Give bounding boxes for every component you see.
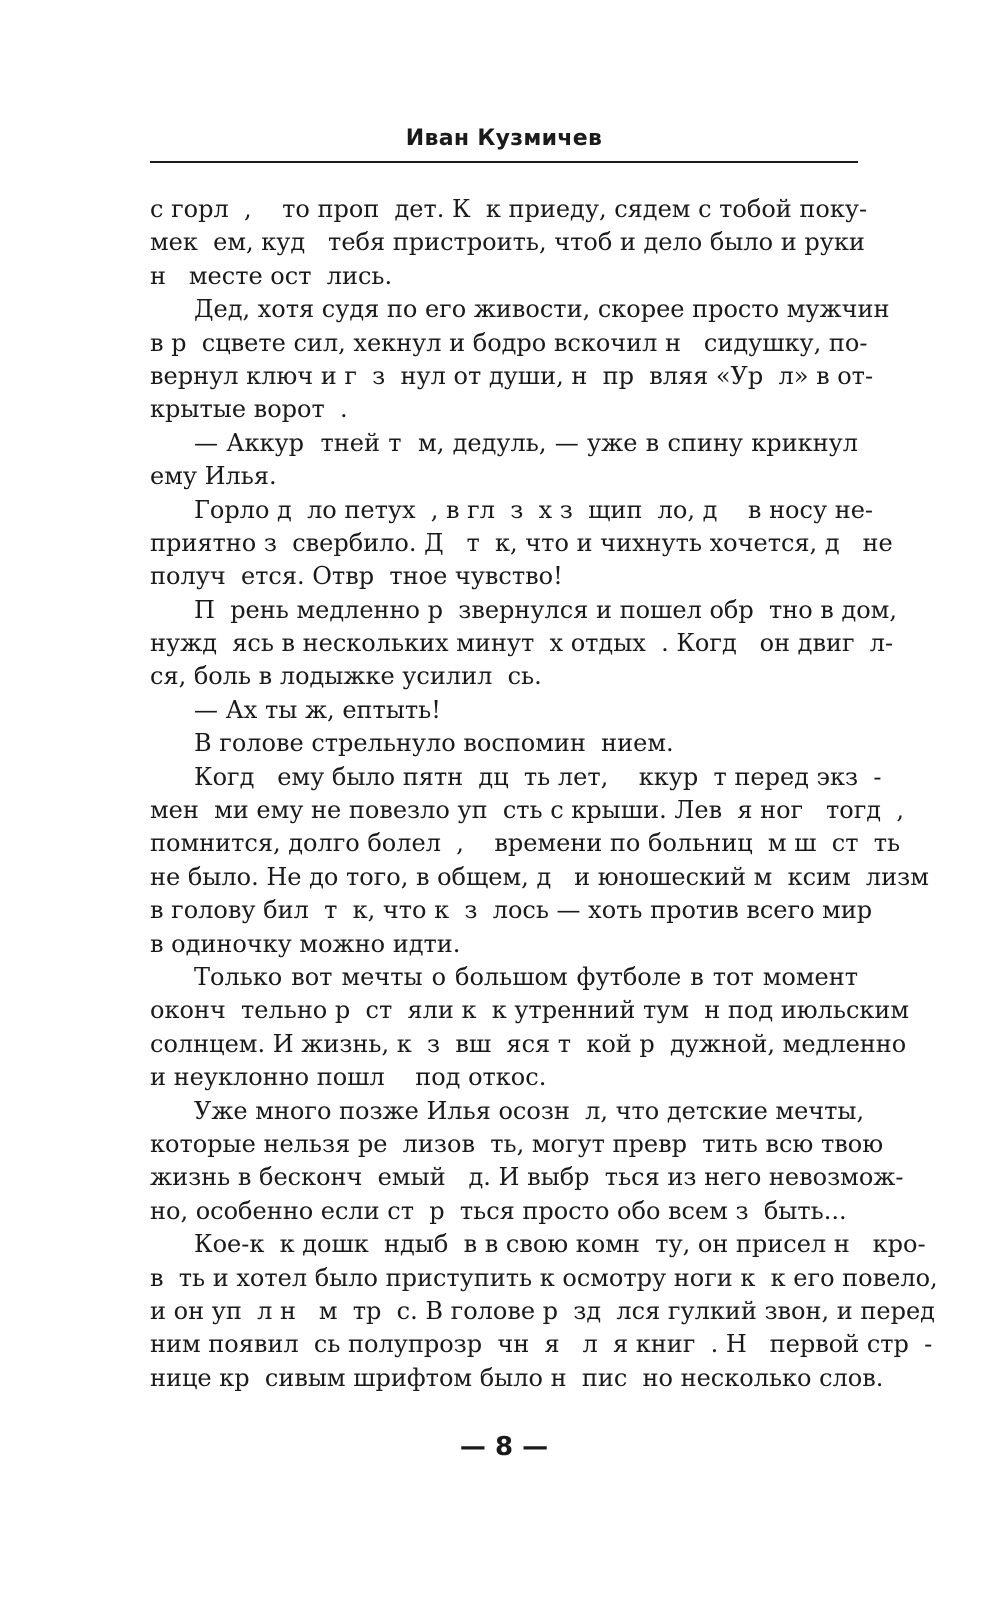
text-line: в ть и хотел было приступить к осмотру ноги к к его повело, [150, 1263, 938, 1292]
text-line: — Аккур тней т м, дедуль, — уже в спину крикнул [194, 428, 858, 457]
text-line: Уже много позже Илья осозн л, что детские мечты, [194, 1096, 865, 1125]
page-number: — 8 — [459, 1432, 549, 1462]
text-line: ся, боль в лодыжке усилил сь. [150, 662, 542, 691]
text-line: и он уп л н м тр с. В голове р зд лся гулкий звон, и перед [150, 1296, 935, 1325]
text-line: вернул ключ и г з нул от души, н пр вляя «Ур л» в от- [150, 361, 874, 390]
text-line: солнцем. И жизнь, к з вш яся т кой р дужной, медленно [150, 1029, 907, 1058]
text-line: помнится, долго болел , времени по больниц м ш ст ть [150, 829, 901, 858]
text-line: Дед, хотя судя по его живости, скорее просто мужчин [194, 295, 890, 324]
text-line: — Ах ты ж, ептыть! [194, 695, 441, 724]
running-header-author: Иван Кузмичев [405, 126, 603, 151]
header-rule [150, 161, 858, 163]
text-line: оконч тельно р ст яли к к утренний тум н под июльским [150, 996, 910, 1025]
text-line: нице кр сивым шрифтом было н пис но несколько слов. [150, 1363, 884, 1392]
text-line: Только вот мечты о большом футболе в тот момент [194, 962, 858, 991]
text-line: с горл , то проп дет. К к приеду, сядем с тобой поку- [150, 195, 868, 223]
text-line: которые нельзя ре лизов ть, могут превр тить всю твою [150, 1129, 884, 1158]
text-line: П рень медленно р звернулся и пошел обр тно в дом, [194, 595, 897, 624]
text-line: мек ем, куд тебя пристроить, чтоб и дело было и руки [150, 228, 865, 257]
text-line: нужд ясь в нескольких минут х отдых . Когд он двиг л- [150, 629, 894, 658]
text-line: и неуклонно пошл под откос. [150, 1063, 547, 1092]
text-line: получ ется. Отвр тное чувство! [150, 562, 563, 591]
text-line: не было. Не до того, в общем, д и юношеский м ксим лизм [150, 862, 929, 891]
text-line: в одиночку можно идти. [150, 929, 461, 958]
text-line: в голову бил т к, что к з лось — хоть против всего мир [150, 896, 873, 925]
text-line: но, особенно если ст р ться просто обо всем з быть... [150, 1196, 847, 1225]
text-line: Кое-к к дошк ндыб в в свою комн ту, он присел н кро- [194, 1230, 926, 1259]
text-line: приятно з свербило. Д т к, что и чихнуть хочется, д не [150, 528, 893, 557]
text-line: ему Илья. [150, 462, 277, 491]
text-line: крытые ворот . [150, 395, 348, 424]
text-line: Когд ему было пятн дц ть лет, ккур т перед экз - [194, 762, 882, 791]
text-line: ним появил сь полупрозр чн я л я книг . Н первой стр - [150, 1330, 933, 1359]
text-line: мен ми ему не повезло уп сть с крыши. Лев я ног тогд , [150, 796, 904, 825]
text-line: в р сцвете сил, хекнул и бодро вскочил н сидушку, по- [150, 328, 868, 357]
page-body-text [150, 193, 938, 1395]
text-line: В голове стрельнуло воспомин нием. [194, 729, 674, 758]
text-line: жизнь в бесконч емый д. И выбр ться из него невозмож- [150, 1163, 904, 1192]
text-line: н месте ост лись. [150, 261, 393, 290]
text-line: Горло д ло петух , в гл з х з щип ло, д в носу не- [194, 495, 874, 524]
